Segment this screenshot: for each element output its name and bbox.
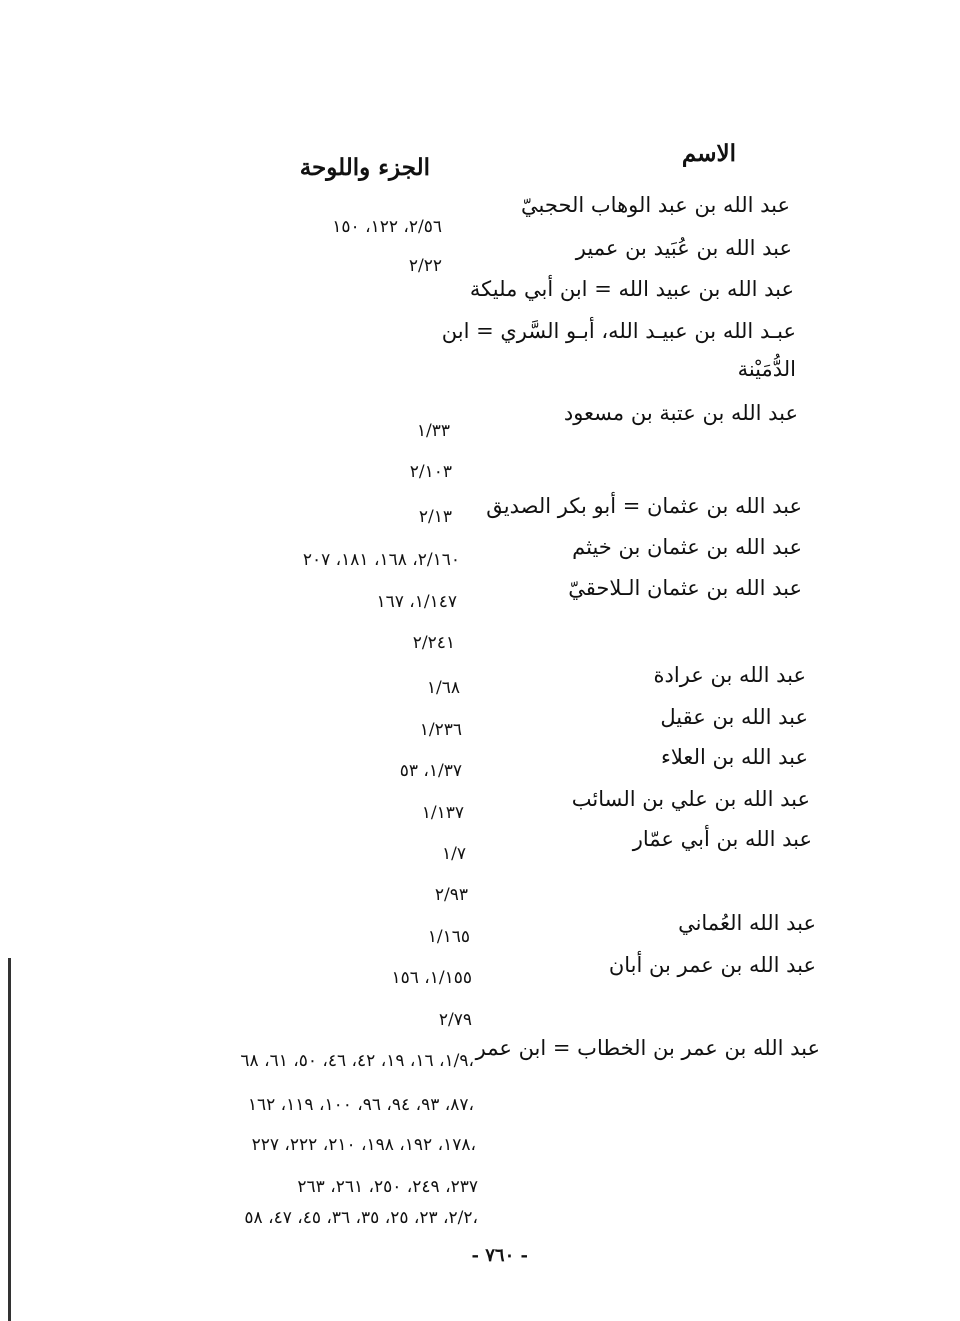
- entry-ref: ١٧٨، ١٩٢، ١٩٨، ٢١٠، ٢٢٢، ٢٢٧،: [251, 1135, 476, 1155]
- entry-name: عبد الله بن العلاء: [661, 745, 808, 769]
- page-number: - ٧٦٠ -: [471, 1245, 528, 1266]
- entry-ref: ٢/١٦٠، ١٦٨، ١٨١، ٢٠٧: [302, 550, 460, 570]
- entry-name: عبد الله بن علي بن السائب: [571, 787, 810, 811]
- header-name-column: الاسم: [681, 140, 736, 167]
- entry-name: عبد الله بن عمر بن الخطاب = ابن عمر: [475, 1036, 820, 1060]
- entry-name: عبد الله بن أبي عمّار: [632, 827, 812, 851]
- entry-ref: ١/٩، ١٦، ١٩، ٤٢، ٤٦، ٥٠، ٦١، ٦٨،: [240, 1051, 474, 1071]
- entry-ref: ٢/٢٤١: [412, 633, 455, 653]
- entry-ref: ١/٦٨: [426, 678, 460, 698]
- entry-name: عبد الله بن عبيد الله = ابن أبي مليكة: [469, 277, 794, 301]
- entry-name-continuation: الدُّمَيْنة: [737, 357, 796, 381]
- entry-ref: ١/١٣٧: [421, 803, 464, 823]
- entry-name: عبد الله بن عثمان = أبو بكر الصديق: [486, 494, 802, 518]
- entry-ref: ١/١٤٧، ١٦٧: [376, 592, 457, 612]
- entry-name: عبد الله بن عقيل: [660, 705, 808, 729]
- entry-ref: ٢/١٠٣: [409, 462, 452, 482]
- entry-name: عبد الله بن عثمان بن خيثم: [572, 535, 802, 559]
- scan-edge-line: [8, 958, 11, 1321]
- entry-ref: ٢٣٧، ٢٤٩، ٢٥٠، ٢٦١، ٢٦٣: [297, 1177, 478, 1197]
- entry-name: عبد الله بن عمر بن أبان: [608, 953, 816, 977]
- entry-ref: ٢/٧٩: [438, 1010, 472, 1030]
- entry-ref: ٢/٥٦، ١٢٢، ١٥٠: [332, 217, 442, 237]
- header-ref-column: الجزء واللوحة: [299, 154, 430, 181]
- entry-ref: ٢/٢٢: [408, 256, 442, 276]
- entry-ref: ٢/٢، ٢٣، ٢٥، ٣٥، ٣٦، ٤٥، ٤٧، ٥٨،: [244, 1208, 478, 1228]
- entry-ref: ١/٣٧، ٥٣: [399, 761, 462, 781]
- entry-name: عبد الله العُماني: [678, 911, 816, 935]
- entry-ref: ١/١٦٥: [427, 927, 470, 947]
- entry-name: عبد الله بن عتبة بن مسعود: [563, 401, 798, 425]
- entry-name: عبـد الله بن عبيـد الله، أبـو السَّري = ابن: [441, 319, 796, 343]
- entry-ref: ٢/٩٣: [434, 885, 468, 905]
- entry-name: عبد الله بن عثمان الـلاحقيّ: [568, 576, 802, 600]
- entry-ref: ١/٧: [442, 844, 466, 864]
- entry-ref: ٨٧، ٩٣، ٩٤، ٩٦، ١٠٠، ١١٩، ١٦٢،: [247, 1095, 474, 1115]
- entry-name: عبد الله بن عرادة: [653, 663, 806, 687]
- entry-name: عبد الله بن عبد الوهاب الحجبيّ: [521, 193, 790, 217]
- entry-ref: ٢/١٣: [418, 507, 452, 527]
- entry-name: عبد الله بن عُبَيد بن عمير: [575, 236, 792, 260]
- entry-ref: ١/٣٣: [416, 421, 450, 441]
- entry-ref: ١/١٥٥، ١٥٦: [391, 968, 472, 988]
- entry-ref: ١/٢٣٦: [419, 720, 462, 740]
